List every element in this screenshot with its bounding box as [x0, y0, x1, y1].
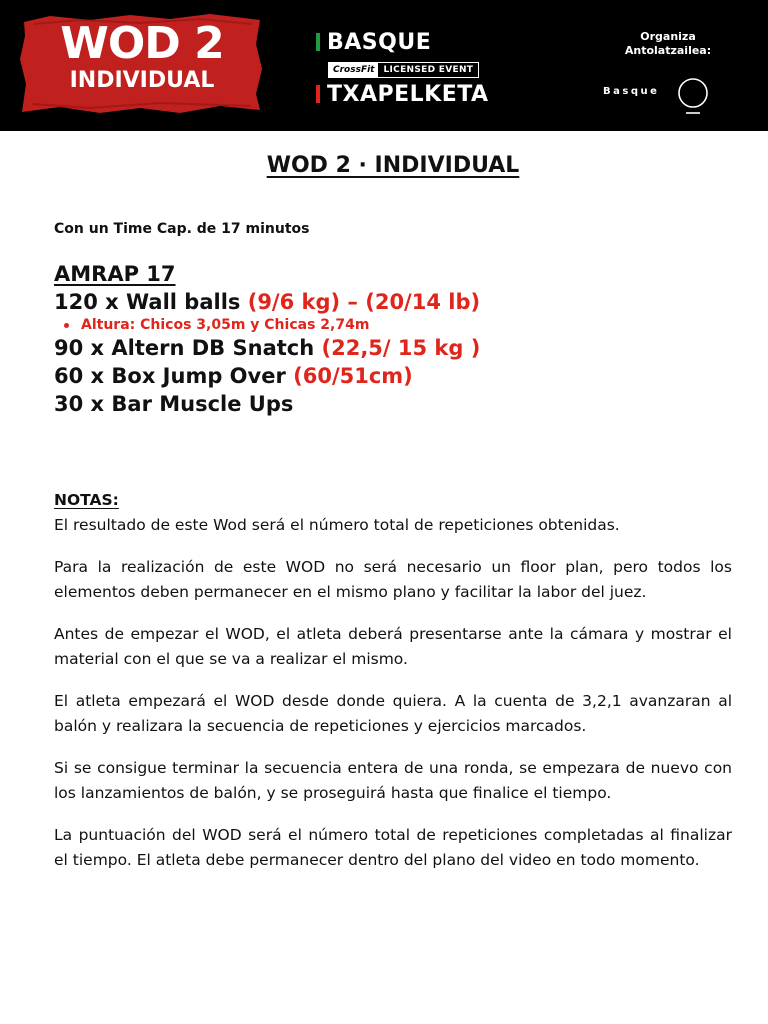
- workout-line: 60 x Box Jump Over (60/51cm): [54, 364, 413, 388]
- organizer-block: [588, 30, 748, 120]
- workout-heading: AMRAP 17: [54, 262, 176, 286]
- crossfit-label: CrossFit: [329, 63, 378, 77]
- notes-section: [54, 488, 732, 872]
- page-title: WOD 2 · INDIVIDUAL: [266, 153, 520, 178]
- notes-title: NOTAS:: [54, 491, 119, 509]
- wod-tag-title: WOD 2: [60, 18, 224, 69]
- green-flag-mark: [316, 33, 320, 51]
- workout-bullet: Altura: Chicos 3,05m y Chicas 2,74m: [54, 316, 734, 334]
- note-paragraph: El atleta empezará el WOD desde donde quiera. A la cuenta de 3,2,1 avanzaran al balón y realizara la secuencia de repeticiones y ejercicios marcados.: [54, 692, 732, 735]
- note-paragraph: La puntuación del WOD será el número total de repeticiones completadas al finalizar el tiempo. El atleta debe permanecer dentro del plano del video en todo momento.: [54, 826, 732, 869]
- event-name-line2: TXAPELKETA: [327, 81, 489, 107]
- antolatzailea-label: Antolatzailea:: [624, 44, 712, 57]
- note-paragraph: Antes de empezar el WOD, el atleta deberá presentarse ante la cámara y mostrar el material con el que se va a realizar el mismo.: [54, 625, 732, 668]
- licensed-event-label: LICENSED EVENT: [378, 63, 478, 77]
- note-paragraph: Si se consigue terminar la secuencia entera de una ronda, se empezara de nuevo con los lanzamientos de balón, y se proseguirá hasta que finalice el tiempo.: [54, 759, 732, 802]
- note-paragraph: Para la realización de este WOD no será necesario un floor plan, pero todos los elementos deben permanecer en el mismo plano y facilitar la labor del juez.: [54, 558, 732, 601]
- wod-tag-subtitle: INDIVIDUAL: [69, 68, 215, 93]
- red-flag-mark: [316, 85, 320, 103]
- note-paragraph: El resultado de este Wod será el número total de repeticiones obtenidas.: [54, 515, 620, 534]
- event-name-line1: BASQUE: [327, 29, 432, 55]
- time-cap: Con un Time Cap. de 17 minutos: [54, 221, 310, 237]
- wod-tag-logo: [20, 14, 264, 114]
- workout-line: 30 x Bar Muscle Ups: [54, 392, 294, 416]
- organizer-logo-text: Basque: [603, 86, 660, 97]
- workout-block: [54, 260, 734, 418]
- licensed-event-badge: [328, 62, 479, 78]
- organizer-logo-icon: [676, 76, 710, 116]
- header-banner: [0, 0, 768, 131]
- bullet-dot: [64, 323, 69, 328]
- event-logo: [316, 30, 516, 110]
- organiza-label: Organiza: [640, 30, 696, 43]
- workout-line: 90 x Altern DB Snatch (22,5/ 15 kg ): [54, 336, 481, 360]
- workout-line: 120 x Wall balls (9/6 kg) – (20/14 lb): [54, 290, 481, 314]
